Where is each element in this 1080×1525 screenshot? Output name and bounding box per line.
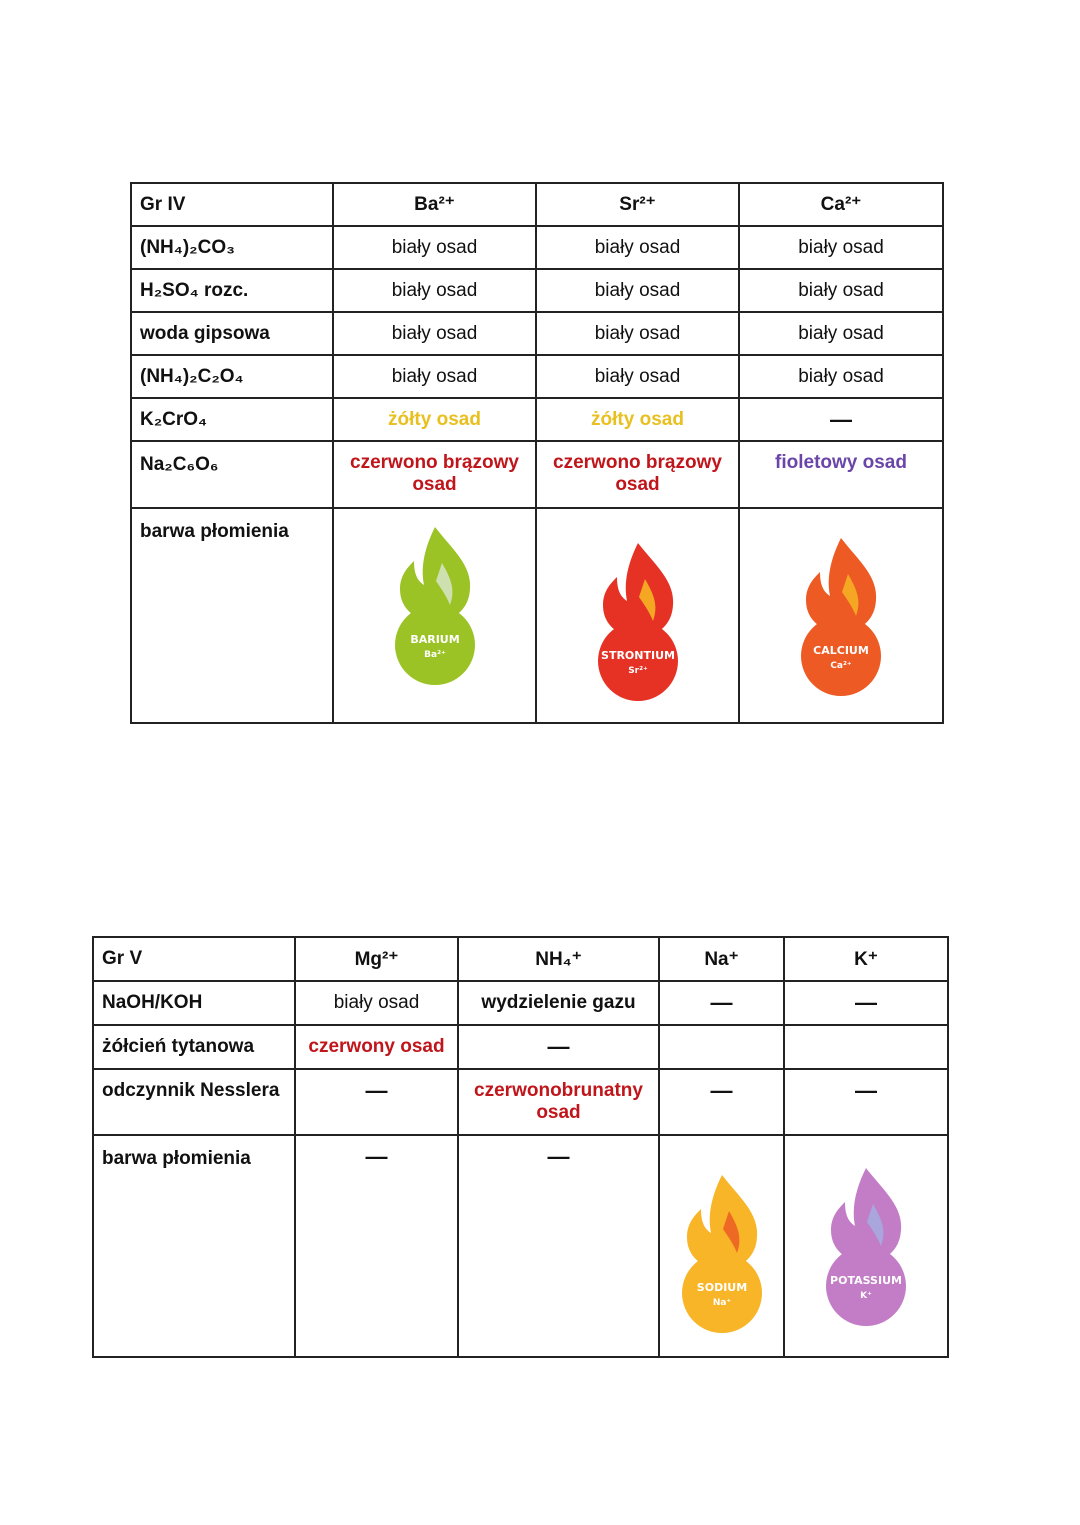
badge-name: BARIUM	[409, 633, 460, 646]
reagent-cell: K₂CrO₄	[131, 398, 333, 441]
reagent-cell: (NH₄)₂C₂O₄	[131, 355, 333, 398]
result-cell: biały osad	[333, 312, 536, 355]
result-cell: biały osad	[536, 355, 739, 398]
table-row	[131, 398, 943, 441]
reagent-cell: (NH₄)₂CO₃	[131, 226, 333, 269]
result-cell: —	[659, 1069, 784, 1135]
table-row	[131, 226, 943, 269]
badge-ion: Ba²⁺	[423, 650, 446, 660]
result-cell	[784, 1025, 948, 1069]
flame-cell	[739, 508, 943, 723]
table-row	[93, 1025, 948, 1069]
result-cell: —	[784, 981, 948, 1025]
result-cell: biały osad	[295, 981, 458, 1025]
badge-name: CALCIUM	[813, 644, 869, 657]
potassium-flame-icon	[821, 1148, 911, 1328]
result-cell: biały osad	[536, 269, 739, 312]
result-cell: biały osad	[536, 312, 739, 355]
reagent-cell: H₂SO₄ rozc.	[131, 269, 333, 312]
reagent-cell: NaOH/KOH	[93, 981, 295, 1025]
result-cell: biały osad	[333, 269, 536, 312]
header-na: Na⁺	[659, 937, 784, 981]
header-ba: Ba²⁺	[333, 183, 536, 226]
result-cell: żółty osad	[536, 398, 739, 441]
result-cell: fioletowy osad	[739, 441, 943, 508]
header-group: Gr V	[93, 937, 295, 981]
result-cell: biały osad	[739, 269, 943, 312]
result-cell: czerwonobrunatny osad	[458, 1069, 659, 1135]
badge-ion: K⁺	[860, 1291, 872, 1301]
badge-name: STRONTIUM	[600, 649, 675, 662]
result-cell: czerwono brązowy osad	[333, 441, 536, 508]
table-row	[131, 355, 943, 398]
result-cell: —	[295, 1069, 458, 1135]
table-row	[93, 1135, 948, 1357]
flame-cell	[784, 1135, 948, 1357]
result-cell: biały osad	[739, 312, 943, 355]
table-header-row	[131, 183, 943, 226]
header-nh4: NH₄⁺	[458, 937, 659, 981]
badge-ion: Ca²⁺	[830, 661, 852, 671]
reagent-cell: żółcień tytanowa	[93, 1025, 295, 1069]
header-sr: Sr²⁺	[536, 183, 739, 226]
group-iv-table	[130, 182, 944, 724]
result-cell: czerwony osad	[295, 1025, 458, 1069]
flame-cell	[333, 508, 536, 723]
result-cell: biały osad	[536, 226, 739, 269]
header-k: K⁺	[784, 937, 948, 981]
header-group: Gr IV	[131, 183, 333, 226]
flame-cell	[659, 1135, 784, 1357]
result-cell: biały osad	[739, 226, 943, 269]
table-row	[93, 1069, 948, 1135]
reagent-cell: odczynnik Nesslera	[93, 1069, 295, 1135]
result-cell: wydzielenie gazu	[458, 981, 659, 1025]
sodium-flame-icon	[677, 1150, 767, 1335]
result-cell: czerwono brązowy osad	[536, 441, 739, 508]
result-cell: żółty osad	[333, 398, 536, 441]
result-cell: —	[295, 1135, 458, 1357]
result-cell: —	[458, 1135, 659, 1357]
table-row	[131, 508, 943, 723]
result-cell: —	[784, 1069, 948, 1135]
strontium-flame-icon	[593, 523, 683, 703]
badge-ion: Sr²⁺	[627, 666, 648, 676]
result-cell: biały osad	[739, 355, 943, 398]
reagent-cell: Na₂C₆O₆	[131, 441, 333, 508]
result-cell: —	[659, 981, 784, 1025]
table-header-row	[93, 937, 948, 981]
result-cell: biały osad	[333, 226, 536, 269]
badge-ion: Na⁺	[712, 1298, 731, 1308]
table-row	[131, 269, 943, 312]
group-v-table	[92, 936, 949, 1358]
badge-name: POTASSIUM	[830, 1274, 902, 1287]
table-row	[93, 981, 948, 1025]
result-cell: biały osad	[333, 355, 536, 398]
reagent-cell: barwa płomienia	[131, 508, 333, 723]
table-row	[131, 441, 943, 508]
result-cell: —	[739, 398, 943, 441]
flame-cell	[536, 508, 739, 723]
barium-flame-icon	[390, 517, 480, 687]
calcium-flame-icon	[796, 523, 886, 698]
result-cell	[659, 1025, 784, 1069]
reagent-cell: woda gipsowa	[131, 312, 333, 355]
table-row	[131, 312, 943, 355]
reagent-cell: barwa płomienia	[93, 1135, 295, 1357]
badge-name: SODIUM	[696, 1281, 747, 1294]
header-ca: Ca²⁺	[739, 183, 943, 226]
result-cell: —	[458, 1025, 659, 1069]
header-mg: Mg²⁺	[295, 937, 458, 981]
